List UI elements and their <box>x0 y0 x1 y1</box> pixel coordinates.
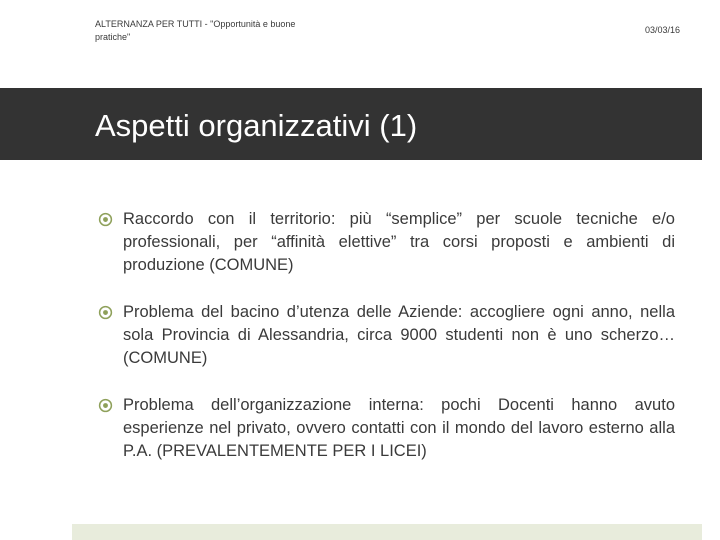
circle-dot-bullet-icon <box>98 398 113 413</box>
footer-bar <box>72 524 702 540</box>
bullet-text: Raccordo con il territorio: più “semplice” per scuole tecniche e/o professionali, per “affinità elettive” tra corsi proposti e ambienti di produzione (COMUNE) <box>123 210 675 274</box>
circle-dot-bullet-icon <box>98 212 113 227</box>
bullet-item <box>95 301 675 370</box>
bullet-list <box>95 208 675 487</box>
bullet-text: Problema del bacino d’utenza delle Aziende: accogliere ogni anno, nella sola Provincia di Alessandria, circa 9000 studenti non è uno scherzo… (COMUNE) <box>123 303 675 367</box>
header-date: 03/03/16 <box>644 25 680 35</box>
circle-dot-bullet-icon <box>98 305 113 320</box>
header-presentation-title: ALTERNANZA PER TUTTI - "Opportunità e buone pratiche" <box>95 19 296 42</box>
bullet-item <box>95 394 675 463</box>
slide-title: Aspetti organizzativi (1) <box>95 108 418 143</box>
bullet-text: Problema dell’organizzazione interna: pochi Docenti hanno avuto esperienze nel privato, ovvero contatti con il mondo del lavoro esterno alla P.A. (PREVALENTEMENTE PER I LICEI) <box>123 396 675 460</box>
bullet-item <box>95 208 675 277</box>
